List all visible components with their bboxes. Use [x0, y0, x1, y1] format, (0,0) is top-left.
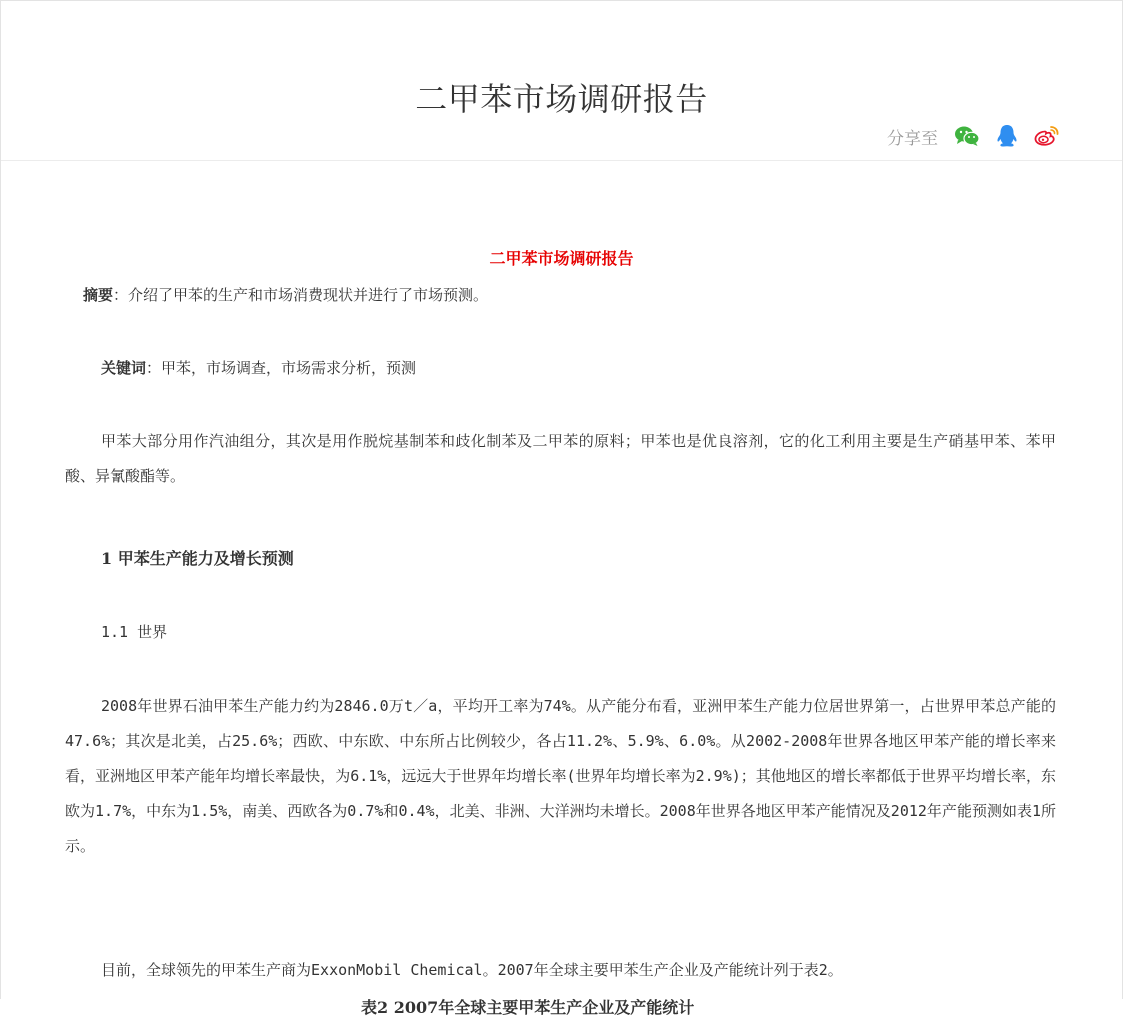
- page-title: 二甲苯市场调研报告: [415, 80, 708, 119]
- section-heading: 1 甲苯生产能力及增长预测: [101, 549, 294, 568]
- abstract-label: 摘要: [83, 286, 114, 304]
- keywords: [101, 351, 416, 386]
- abstract: [83, 278, 1056, 313]
- keywords-text: ：甲苯，市场调查，市场需求分析，预测: [146, 359, 417, 377]
- weibo-icon[interactable]: [1034, 123, 1060, 149]
- paragraph-world-capacity: 2008年世界石油甲苯生产能力约为2846.0万t／a，平均开工率为74%。从产能分布看，亚洲甲苯生产能力位居世界第一，占世界甲苯总产能的47.6%；其次是北美，占25.6%；西欧、中东欧、中东所占比例较少，各占11.2%、5.9%、6.0%。从2002-2008年世界各地区甲苯产能的增长率来看，亚洲地区甲苯产能年均增长率最快，为6.1%，远远大于世界年均增长率(世界年均增长率为2.9%)；其他地区的增长率都低于世界平均增长率，东欧为1.7%，中东为1.5%，南美、西欧各为0.7%和0.4%，北美、非洲、大洋洲均未增长。2008年世界各地区甲苯产能情况及2012年产能预测如表1所示。: [65, 697, 1056, 855]
- wechat-icon[interactable]: [954, 123, 980, 149]
- keywords-label: 关键词: [101, 359, 147, 377]
- share-label: 分享至: [887, 128, 938, 149]
- subsection-heading: 1.1 世界: [101, 623, 168, 641]
- paragraph-producers: 目前，全球领先的甲苯生产商为ExxonMobil Chemical。2007年全球主要甲苯生产企业及产能统计列于表2。: [101, 961, 843, 979]
- paragraph-intro: 甲苯大部分用作汽油组分，其次是用作脱烷基制苯和歧化制苯及二甲苯的原料；甲苯也是优良溶剂，它的化工利用主要是生产硝基甲苯、苯甲酸、异氰酸酯等。: [65, 432, 1056, 485]
- table-caption-partial: 表2 2007年全球主要甲苯生产企业及产能统计: [361, 998, 695, 1017]
- qq-icon[interactable]: [994, 123, 1020, 149]
- abstract-text: ：介绍了甲苯的生产和市场消费现状并进行了市场预测。: [113, 286, 489, 304]
- header: [1, 1, 1122, 161]
- article-content: [1, 161, 1122, 1017]
- document-title: 二甲苯市场调研报告: [489, 249, 634, 268]
- share-bar: [887, 123, 1060, 149]
